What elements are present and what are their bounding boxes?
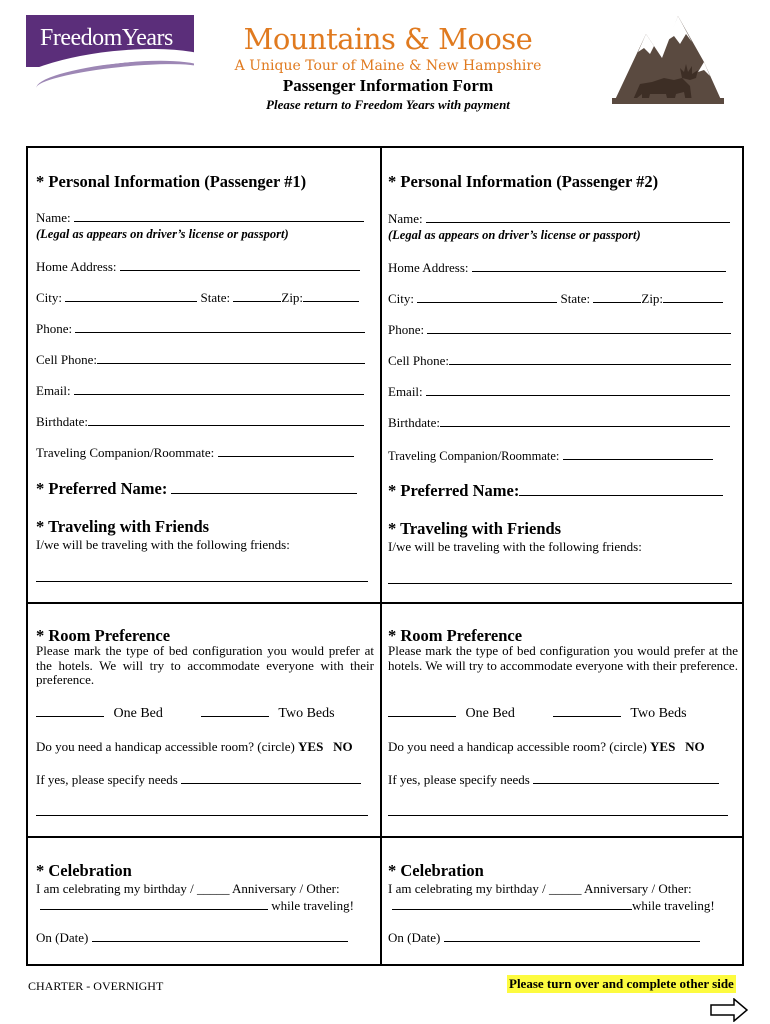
footer-turn-over: Please turn over and complete other side [509,976,734,991]
zip-field[interactable] [303,290,359,302]
tour-subtitle: A Unique Tour of Maine & New Hampshire [234,58,542,74]
on-date-field[interactable] [444,930,700,942]
email-label: Email: [36,383,71,398]
specify-label: If yes, please specify needs [36,772,178,787]
celebration-heading: * Celebration [388,861,484,880]
companion-label: Traveling Companion/Roommate: [36,445,215,460]
passenger-1-heading: * Personal Information (Passenger #1) [36,172,307,191]
phone-field[interactable] [427,322,731,334]
mountain-moose-logo-icon [612,14,724,104]
on-date-label: On (Date) [388,930,441,945]
state-label: State: [200,290,231,305]
no-option[interactable]: NO [685,739,705,754]
on-date-label: On (Date) [36,930,89,945]
state-field[interactable] [593,291,641,303]
form-instruction: Please return to Freedom Years with payment [266,97,510,112]
city-label: City: [388,291,415,306]
birthdate-field[interactable] [440,415,730,427]
phone-label: Phone: [388,322,425,337]
zip-field[interactable] [663,291,723,303]
room-text: Please mark the type of bed configuration you would prefer at the hotels. We will try to accommodate everyone with their preference. [36,643,374,687]
celebration-other-field[interactable] [392,898,632,910]
room-text: Please mark the type of bed configuration you would prefer at the hotels. We will try to accommodate everyone with their preference. [388,643,738,673]
on-date-field[interactable] [92,930,348,942]
one-bed-label: One Bed [465,706,515,721]
city-field[interactable] [65,290,197,302]
city-label: City: [36,290,63,305]
birthdate-label: Birthdate: [388,415,440,430]
birthdate-field[interactable] [88,414,364,426]
two-beds-label: Two Beds [278,706,335,721]
celebration-other-field[interactable] [40,898,268,910]
tour-title: Mountains & Moose [243,22,533,56]
friends-heading: * Traveling with Friends [388,519,562,538]
passenger-form [26,146,744,966]
cell-phone-label: Cell Phone: [388,353,450,368]
handicap-question: Do you need a handicap accessible room? (circle) [388,739,647,754]
state-field[interactable] [233,290,281,302]
specify-field-2[interactable] [36,804,368,816]
email-field[interactable] [74,383,364,395]
one-bed-label: One Bed [113,706,163,721]
home-address-label: Home Address: [36,259,117,274]
freedom-years-logo [26,15,194,93]
phone-label: Phone: [36,321,73,336]
friends-text: I/we will be traveling with the following friends: [388,539,642,554]
yes-option[interactable]: YES [298,739,324,754]
name-note: (Legal as appears on driver’s license or passport) [36,227,289,241]
cell-phone-field[interactable] [97,352,365,364]
two-beds-field[interactable] [553,705,621,717]
phone-field[interactable] [75,321,365,333]
preferred-name-label: * Preferred Name: [388,481,520,500]
email-label: Email: [388,384,423,399]
specify-label: If yes, please specify needs [388,772,530,787]
companion-field[interactable] [218,445,354,457]
home-address-field[interactable] [472,260,726,272]
friends-field[interactable] [36,570,368,582]
specify-field[interactable] [533,772,719,784]
name-note: (Legal as appears on driver’s license or passport) [388,228,641,242]
celebration-text: I am celebrating my birthday / _____ Anniversary / Other: [388,881,692,896]
yes-option[interactable]: YES [650,739,676,754]
two-beds-label: Two Beds [630,706,687,721]
handicap-question: Do you need a handicap accessible room? (circle) [36,739,295,754]
birthdate-label: Birthdate: [36,414,88,429]
one-bed-field[interactable] [36,705,104,717]
no-option[interactable]: NO [333,739,353,754]
companion-field[interactable] [563,448,713,460]
companion-label: Traveling Companion/Roommate: [388,449,560,463]
cell-phone-label: Cell Phone: [36,352,98,367]
email-field[interactable] [426,384,730,396]
passenger-2-heading: * Personal Information (Passenger #2) [388,172,659,191]
zip-label: Zip: [281,290,304,305]
while-traveling: while traveling! [271,898,354,913]
friends-field[interactable] [388,572,732,584]
specify-field[interactable] [181,772,361,784]
friends-text: I/we will be traveling with the following friends: [36,537,290,552]
name-field[interactable] [426,211,730,223]
zip-label: Zip: [641,291,664,306]
name-label: Name: [36,210,71,225]
preferred-name-field[interactable] [171,480,357,494]
home-address-field[interactable] [120,259,360,271]
room-heading: * Room Preference [36,626,171,645]
footer-charter: CHARTER - OVERNIGHT [28,979,164,993]
form-title: Passenger Information Form [282,76,494,95]
preferred-name-field[interactable] [519,482,723,496]
name-field[interactable] [74,210,364,222]
home-address-label: Home Address: [388,260,469,275]
celebration-heading: * Celebration [36,861,132,880]
state-label: State: [560,291,591,306]
logo-text: FreedomYears [40,25,173,51]
while-traveling: while traveling! [632,898,715,913]
friends-heading: * Traveling with Friends [36,517,210,536]
cell-phone-field[interactable] [449,353,731,365]
name-label: Name: [388,211,423,226]
city-field[interactable] [417,291,557,303]
preferred-name-label: * Preferred Name: [36,479,168,498]
specify-field-2[interactable] [388,804,728,816]
two-beds-field[interactable] [201,705,269,717]
right-arrow-icon [710,998,748,1022]
celebration-text: I am celebrating my birthday / _____ Anniversary / Other: [36,881,340,896]
one-bed-field[interactable] [388,705,456,717]
room-heading: * Room Preference [388,626,523,645]
